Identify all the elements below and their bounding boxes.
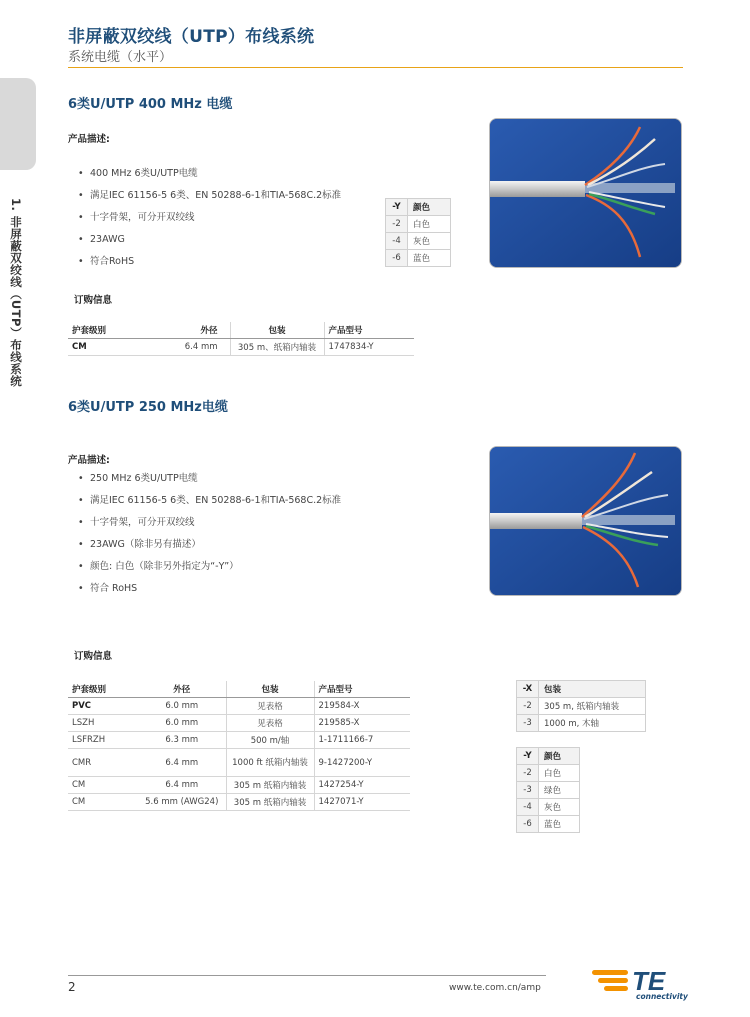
cable-photo — [489, 118, 682, 268]
footer-divider — [68, 975, 546, 976]
table-row: -6 蓝色 — [386, 250, 451, 267]
table-header: 包装 — [230, 322, 324, 339]
table-row: -2 白色 — [386, 216, 451, 233]
table-row: -6 蓝色 — [517, 816, 580, 833]
cable-photo — [489, 446, 682, 596]
footer-url: www.te.com.cn/amp — [449, 983, 541, 993]
section1-desc-label: 产品描述: — [68, 134, 110, 145]
logo-tagline: connectivity — [636, 992, 688, 1001]
table-header: 颜色 — [408, 199, 451, 216]
table-header: 护套级别 — [68, 681, 138, 698]
section1-order-label: 订购信息 — [74, 295, 113, 306]
list-item: • 十字骨架，可分开双绞线 — [78, 211, 341, 233]
table-row: CM 5.6 mm (AWG24) 305 m 纸箱内轴装 1427071-Y — [68, 794, 410, 811]
section2-order-table — [68, 681, 410, 811]
table-header: 产品型号 — [324, 322, 414, 339]
list-item: • 23AWG（除非另有描述） — [78, 538, 341, 560]
table-row: CMR 6.4 mm 1000 ft 纸箱内轴装 9-1427200-Y — [68, 749, 410, 777]
table-header: 包装 — [539, 681, 646, 698]
list-item: • 满足IEC 61156-5 6类、EN 50288-6-1和TIA-568C.2标准 — [78, 494, 341, 516]
table-row: -3 绿色 — [517, 782, 580, 799]
list-item: • 23AWG — [78, 233, 341, 255]
chapter-tab — [0, 78, 36, 170]
section2-title: 6类U/UTP 250 MHz电缆 — [68, 400, 228, 415]
page-subtitle: 系统电缆（水平） — [68, 50, 173, 65]
section1-bullet-list — [78, 167, 341, 277]
section2-bullet-list — [78, 472, 341, 604]
table-row: LSZH 6.0 mm 见表格 219585-X — [68, 715, 410, 732]
table-row: -2 白色 — [517, 765, 580, 782]
cable-illustration — [490, 447, 682, 596]
table-row: -4 灰色 — [517, 799, 580, 816]
section1-title: 6类U/UTP 400 MHz 电缆 — [68, 97, 233, 112]
table-header: 外径 — [138, 681, 226, 698]
section2-order-label: 订购信息 — [74, 651, 113, 662]
list-item: • 400 MHz 6类U/UTP电缆 — [78, 167, 341, 189]
table-header: 护套级别 — [68, 322, 160, 339]
list-item: • 满足IEC 61156-5 6类、EN 50288-6-1和TIA-568C.2标准 — [78, 189, 341, 211]
header-divider — [68, 67, 683, 68]
chapter-side-label: 1. 非屏蔽双绞线（UTP）布线系统 — [9, 198, 23, 387]
page-title: 非屏蔽双绞线（UTP）布线系统 — [68, 27, 315, 47]
list-item: • 颜色: 白色（除非另外指定为“-Y”） — [78, 560, 341, 582]
table-row: CM 6.4 mm 305 m、纸箱内轴装 1747834-Y — [68, 339, 414, 356]
list-item: • 十字骨架，可分开双绞线 — [78, 516, 341, 538]
table-header: 产品型号 — [314, 681, 410, 698]
table-header: -X — [517, 681, 539, 698]
table-row: PVC 6.0 mm 见表格 219584-X — [68, 698, 410, 715]
table-row: CM 6.4 mm 305 m 纸箱内轴装 1427254-Y — [68, 777, 410, 794]
cable-illustration — [490, 119, 682, 268]
table-header: -Y — [517, 748, 539, 765]
section1-color-table — [385, 198, 451, 267]
section1-order-table — [68, 322, 414, 356]
table-header: -Y — [386, 199, 408, 216]
list-item: • 符合 RoHS — [78, 582, 341, 604]
table-header: 包装 — [226, 681, 314, 698]
table-row: -3 1000 m, 木轴 — [517, 715, 646, 732]
section2-pack-table — [516, 680, 646, 732]
list-item: • 符合RoHS — [78, 255, 341, 277]
page-number: 2 — [68, 980, 76, 994]
te-logo-icon — [590, 964, 690, 994]
list-item: • 250 MHz 6类U/UTP电缆 — [78, 472, 341, 494]
table-row: -4 灰色 — [386, 233, 451, 250]
section2-color-table — [516, 747, 580, 833]
table-header: 外径 — [160, 322, 230, 339]
table-row: -2 305 m, 纸箱内轴装 — [517, 698, 646, 715]
table-row: LSFRZH 6.3 mm 500 m/轴 1-1711166-7 — [68, 732, 410, 749]
svg-text:TE: TE — [632, 966, 666, 994]
section2-desc-label: 产品描述: — [68, 455, 110, 466]
table-header: 颜色 — [539, 748, 580, 765]
